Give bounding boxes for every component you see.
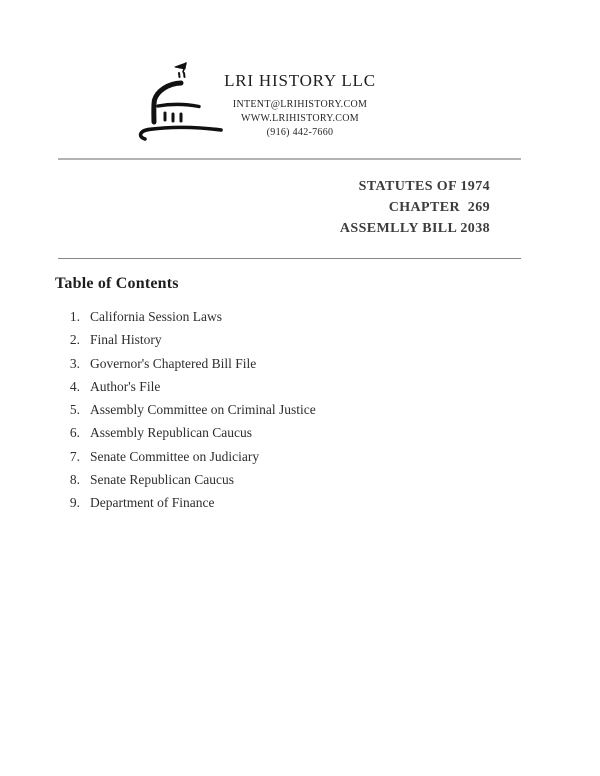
toc-item	[55, 421, 475, 444]
horizontal-rule-bottom	[58, 258, 521, 259]
toc-item	[55, 398, 475, 421]
toc-item-number: 8.	[69, 472, 80, 488]
toc-item-label: Department of Finance	[90, 495, 215, 511]
toc-list	[55, 305, 475, 515]
statutes-line: STATUTES OF 1974	[358, 179, 490, 194]
toc-item-number: 6.	[69, 425, 80, 441]
toc-title: Table of Contents	[55, 275, 179, 292]
toc-item-label: Assembly Republican Caucus	[90, 425, 252, 441]
toc-item	[55, 352, 475, 375]
toc-item-label: Governor's Chaptered Bill File	[90, 355, 257, 371]
toc-item	[55, 468, 475, 491]
toc-item-label: Final History	[90, 332, 162, 348]
company-website: WWW.LRIHISTORY.COM	[240, 113, 359, 124]
company-phone: (916) 442-7660	[266, 127, 334, 138]
toc-item-number: 2.	[69, 332, 80, 348]
toc-item-label: Senate Republican Caucus	[90, 472, 234, 488]
toc-item-number: 3.	[69, 355, 80, 371]
toc-item-number: 9.	[69, 495, 80, 511]
toc-item-number: 4.	[69, 378, 80, 394]
toc-item-number: 1.	[69, 309, 80, 324]
toc-item	[55, 491, 475, 514]
toc-item-label: Assembly Committee on Criminal Justice	[90, 402, 316, 418]
company-name: LRI HISTORY LLC	[224, 71, 376, 90]
toc-item	[55, 328, 475, 351]
toc-item	[55, 375, 475, 398]
toc-item	[55, 305, 475, 328]
chapter-line: CHAPTER 269	[388, 200, 490, 215]
statute-reference-block	[340, 176, 490, 239]
toc-item-label: Senate Committee on Judiciary	[90, 448, 260, 464]
toc-item-label: Author's File	[90, 378, 161, 394]
toc-item-number: 7.	[69, 448, 80, 464]
assembly-bill-line: ASSEMLLY BILL 2038	[339, 221, 490, 236]
toc-item	[55, 445, 475, 468]
toc-item-number: 5.	[69, 402, 80, 418]
letterhead	[0, 72, 600, 140]
horizontal-rule-top	[58, 158, 521, 160]
toc-item-label: California Session Laws	[90, 309, 222, 324]
company-email: INTENT@LRIHISTORY.COM	[232, 99, 368, 110]
